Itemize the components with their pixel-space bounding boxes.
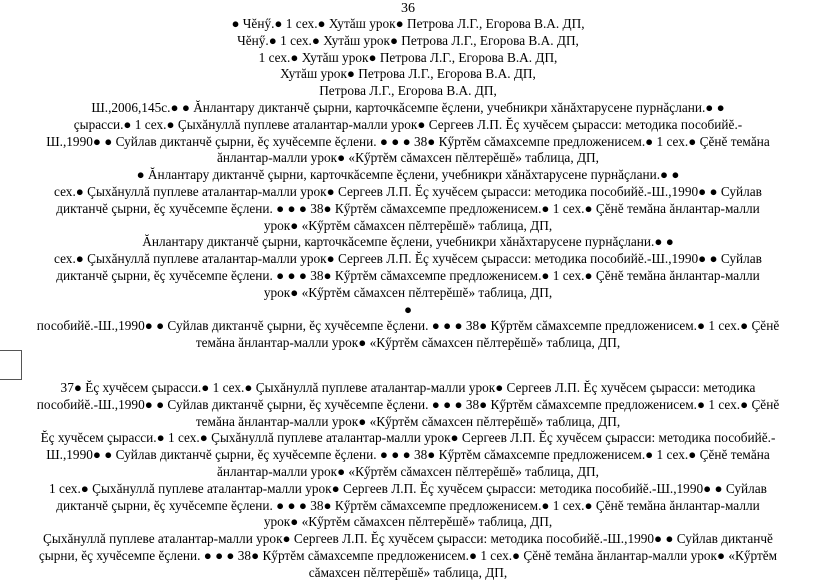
text-line: ● Чĕнӳ.● 1 сех.● Хутăш урок● Петрова Л.Г., Егорова В.А. ДП, xyxy=(231,16,585,31)
text-line: Хутăш урок● Петрова Л.Г., Егорова В.А. ДП, xyxy=(280,66,536,82)
empty-frame-box xyxy=(0,350,22,380)
text-block-3 xyxy=(6,380,810,582)
text-line: урок● «Кӳртĕм сăмахсен пĕлтерĕшĕ» таблица, ДП, xyxy=(263,284,553,300)
text-line: 1 сех.● Хутăш урок● Петрова Л.Г., Егорова В.А. ДП, xyxy=(258,49,558,65)
text-line: 37● Ĕç хучĕсем çырасси.● 1 сех.● Çыхăнуллă пуплеве аталантар-малли урок● Сергеев Л.П. Ĕç хучĕсем çырасси: методика xyxy=(60,380,756,395)
text-line: çырни, ĕç хучĕсемпе ĕçлени. ● ● ● 38● Кӳртĕм сăмахсемпе предложенисем.● 1 сех.● Çĕнĕ темăна ăнлантар-малли урок● «Кӳртĕм xyxy=(38,547,778,563)
page-number: 36 xyxy=(401,1,415,16)
text-line: сех.● Çыхăнуллă пуплеве аталантар-малли урок● Сергеев Л.П. Ĕç хучĕсем çырасси: методика пособийĕ.-Ш.,1990● ● Суйлав xyxy=(54,183,762,199)
text-line: ● Ăнлантару диктанчĕ çырни, карточкăсемпе ĕçлени, учебникри хăнăхтарусене пурнăçлани.● ● xyxy=(136,167,680,183)
text-line: темăна ăнлантар-малли урок● «Кӳртĕм сăмахсен пĕлтерĕшĕ» таблица, ДП, xyxy=(195,413,621,429)
text-line: Ш.,1990● ● Суйлав диктанчĕ çырни, ĕç хучĕсемпе ĕçлени. ● ● ● 38● Кӳртĕм сăмахсемпе предложенисем.● 1 сех.● Çĕнĕ темăна xyxy=(46,447,770,463)
text-line: сех.● Çыхăнуллă пуплеве аталантар-малли урок● Сергеев Л.П. Ĕç хучĕсем çырасси: методика пособийĕ.-Ш.,1990● ● Суйлав xyxy=(54,251,762,267)
text-line: Çыхăнуллă пуплеве аталантар-малли урок● Сергеев Л.П. Ĕç хучĕсем çырасси: методика пособийĕ.-Ш.,1990● ● Суйлав диктанчĕ xyxy=(43,531,773,547)
text-line: çырасси.● 1 сех.● Çыхăнуллă пуплеве аталантар-малли урок● Сергеев Л.П. Ĕç хучĕсем çырасси: методика пособийĕ.- xyxy=(73,116,743,132)
text-line: урок● «Кӳртĕм сăмахсен пĕлтерĕшĕ» таблица, ДП, xyxy=(263,514,553,530)
text-line: диктанчĕ çырни, ĕç хучĕсемпе ĕçлени. ● ● ● 38● Кӳртĕм сăмахсемпе предложенисем.● 1 сех.● Çĕнĕ темăна ăнлантар-малли xyxy=(56,497,760,513)
text-line: Ăнлантару диктанчĕ çырни, карточкăсемпе ĕçлени, учебникри хăнăхтарусене пурнăçлани.● ● xyxy=(142,234,674,250)
text-line: Петрова Л.Г., Егорова В.А. ДП, xyxy=(319,83,497,99)
text-line: темăна ăнлантар-малли урок● «Кӳртĕм сăмахсен пĕлтерĕшĕ» таблица, ДП, xyxy=(195,334,621,350)
text-line: Ш.,2006,145с.● ● Ăнлантару диктанчĕ çырни, карточкăсемпе ĕçлени, учебникри хăнăхтарусене пурнăçлани.● ● xyxy=(91,99,725,115)
text-line: Ĕç хучĕсем çырасси.● 1 сех.● Çыхăнуллă пуплеве аталантар-малли урок● Сергеев Л.П. Ĕç хучĕсем çырасси: методика пособийĕ.- xyxy=(40,430,776,446)
text-line: урок● «Кӳртĕм сăмахсен пĕлтерĕшĕ» таблица, ДП, xyxy=(263,217,553,233)
text-line: ● xyxy=(403,301,413,317)
text-line: ăнлантар-малли урок● «Кӳртĕм сăмахсен пĕлтерĕшĕ» таблица, ДП, xyxy=(217,150,599,166)
text-line: ăнлантар-малли урок● «Кӳртĕм сăмахсен пĕлтерĕшĕ» таблица, ДП, xyxy=(217,463,599,479)
text-line: диктанчĕ çырни, ĕç хучĕсемпе ĕçлени. ● ● ● 38● Кӳртĕм сăмахсемпе предложенисем.● 1 сех.● Çĕнĕ темăна ăнлантар-малли xyxy=(56,267,760,283)
text-block-1 xyxy=(6,16,810,318)
text-line: диктанчĕ çырни, ĕç хучĕсемпе ĕçлени. ● ● ● 38● Кӳртĕм сăмахсемпе предложенисем.● 1 сех.● Çĕнĕ темăна ăнлантар-малли xyxy=(56,200,760,216)
text-line: Чĕнӳ.● 1 сех.● Хутăш урок● Петрова Л.Г., Егорова В.А. ДП, xyxy=(237,32,579,48)
text-line: сăмахсен пĕлтерĕшĕ» таблица, ДП, xyxy=(308,564,508,580)
text-line: пособийĕ.-Ш.,1990● ● Суйлав диктанчĕ çырни, ĕç хучĕсемпе ĕçлени. ● ● ● 38● Кӳртĕм сăмахсемпе предложенисем.● 1 сех.● Çĕнĕ xyxy=(36,396,780,412)
text-line: Ш.,1990● ● Суйлав диктанчĕ çырни, ĕç хучĕсемпе ĕçлени. ● ● ● 38● Кӳртĕм сăмахсемпе предложенисем.● 1 сех.● Çĕнĕ темăна xyxy=(46,133,770,149)
text-block-2 xyxy=(6,318,810,352)
text-line: 1 сех.● Çыхăнуллă пуплеве аталантар-малли урок● Сергеев Л.П. Ĕç хучĕсем çырасси: методика пособийĕ.-Ш.,1990● ● Суйлав xyxy=(49,480,767,496)
text-line: пособийĕ.-Ш.,1990● ● Суйлав диктанчĕ çырни, ĕç хучĕсемпе ĕçлени. ● ● ● 38● Кӳртĕм сăмахсемпе предложенисем.● 1 сех.● Çĕнĕ xyxy=(36,318,780,333)
